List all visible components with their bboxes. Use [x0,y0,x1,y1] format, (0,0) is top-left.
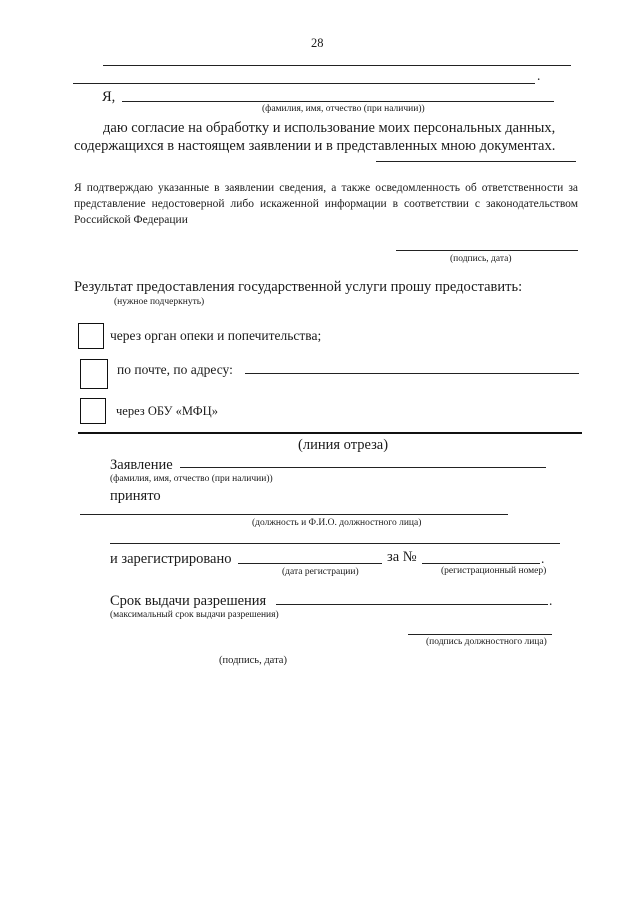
receipt-official-sign-caption: (подпись должностного лица) [426,637,547,647]
option-checkbox-post[interactable] [80,359,108,389]
receipt-fio-line[interactable] [180,467,546,468]
receipt-term-period: . [549,593,553,608]
receipt-fio-caption: (фамилия, имя, отчество (при наличии)) [110,474,273,484]
receipt-sign-date-caption: (подпись, дата) [219,655,287,666]
option-label-post: по почте, по адресу: [117,362,233,377]
option-checkbox-mfc[interactable] [80,398,106,424]
result-hint: (нужное подчеркнуть) [114,297,205,307]
consent-fio-line[interactable] [122,101,554,102]
option-label-mfc: через ОБУ «МФЦ» [116,404,218,418]
result-title: Результат предоставления государственной услуги прошу предоставить: [74,279,523,295]
receipt-zayavlenie: Заявление [110,457,173,473]
fill-line-top-2[interactable] [73,83,535,84]
receipt-term-line[interactable] [276,604,548,605]
receipt-extra-line[interactable] [110,543,560,544]
receipt-term: Срок выдачи разрешения [110,593,267,609]
receipt-official-caption: (должность и Ф.И.О. должностного лица) [252,518,422,528]
consent-fio-caption: (фамилия, имя, отчество (при наличии)) [262,104,425,114]
receipt-registered: и зарегистрировано [110,551,232,567]
cut-line [78,432,582,434]
option-label-opeka: через орган опеки и попечительства; [110,328,322,343]
consent-line-2: содержащихся в настоящем заявлении и в представленных мною документах. [74,138,556,154]
receipt-official-line[interactable] [80,514,508,515]
confirm-sign-caption: (подпись, дата) [450,254,512,264]
confirm-sign-line[interactable] [396,250,578,251]
receipt-prinyato: принято [110,488,161,504]
post-address-line[interactable] [245,373,579,374]
receipt-official-sign-line[interactable] [408,634,552,635]
receipt-term-caption: (максимальный срок выдачи разрешения) [110,610,279,620]
consent-ya: Я, [102,89,116,105]
confirm-text: Я подтверждаю указанные в заявлении сведения, а также осведомленность об ответственности за представление недостоверной либо искаженной информации в соответствии с законодательством Российской Федерации [74,182,578,226]
top-line-period: . [537,68,541,83]
receipt-regnum-caption: (регистрационный номер) [441,566,547,576]
receipt-za-no: за № [387,549,417,565]
page-number: 28 [311,36,324,50]
option-checkbox-opeka[interactable] [78,323,104,349]
receipt-date-line[interactable] [238,563,382,564]
receipt-regnum-line[interactable] [422,563,540,564]
consent-sign-line[interactable] [376,161,576,162]
receipt-regnum-period: . [541,551,545,566]
cut-line-label: (линия отреза) [298,437,389,453]
fill-line-top-1[interactable] [103,65,571,66]
consent-line-1: даю согласие на обработку и использование моих персональных данных, [103,120,556,136]
receipt-date-caption: (дата регистрации) [282,567,359,577]
